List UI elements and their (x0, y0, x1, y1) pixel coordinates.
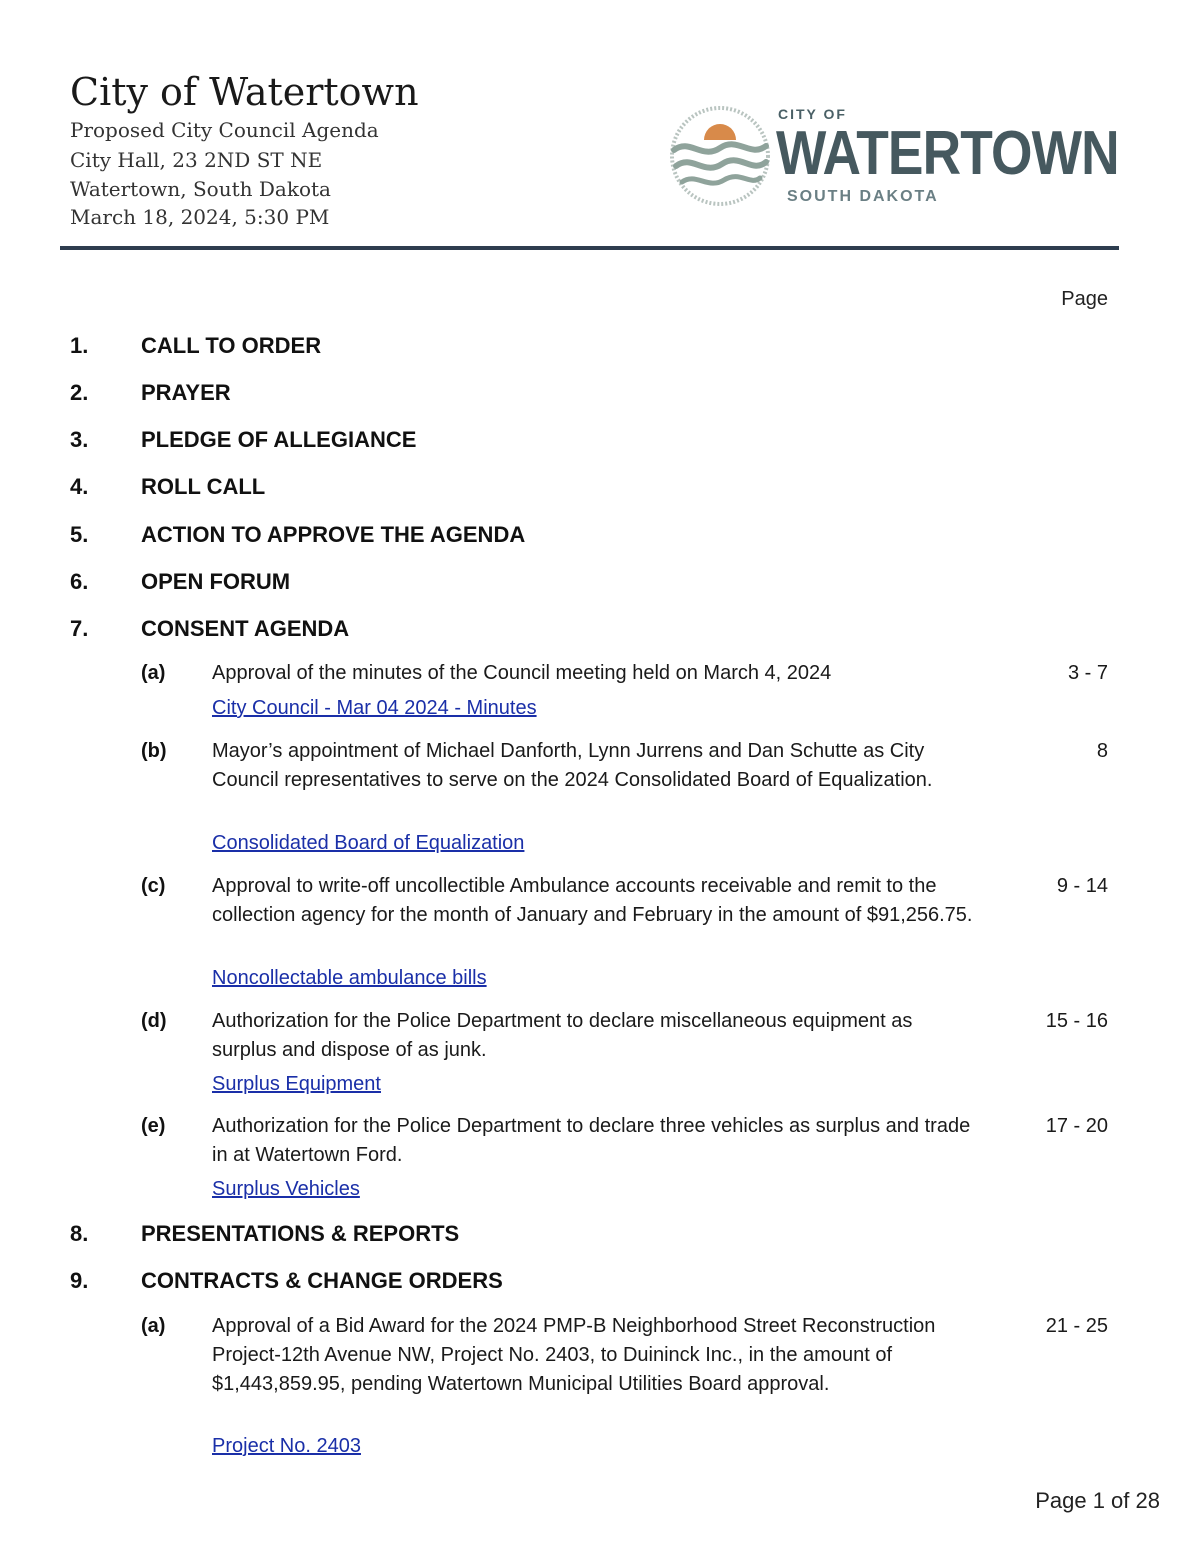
section-number: 1. (70, 333, 89, 358)
section-number: 3. (70, 427, 89, 452)
item-letter: (a) (141, 1315, 166, 1337)
attachment-link[interactable]: Surplus Equipment (212, 1073, 381, 1095)
section-title: PRAYER (141, 380, 231, 405)
page-footer: Page 1 of 28 (1035, 1488, 1160, 1513)
item-letter: (b) (141, 740, 167, 762)
attachment-link[interactable]: City Council - Mar 04 2024 - Minutes (212, 697, 537, 719)
attachment-link[interactable]: Surplus Vehicles (212, 1178, 360, 1200)
section-number: 6. (70, 569, 89, 594)
section-title: PLEDGE OF ALLEGIANCE (141, 427, 417, 452)
item-description: Approval of the minutes of the Council meeting held on March 4, 2024 (212, 662, 832, 684)
section-number: 2. (70, 380, 89, 405)
section-title: CALL TO ORDER (141, 333, 322, 358)
watertown-seal-icon (668, 104, 772, 208)
logo-city-of: CITY OF (778, 106, 847, 122)
item-page-range: 8 (1096, 740, 1108, 762)
logo-state: SOUTH DAKOTA (787, 188, 939, 205)
section-number: 4. (70, 474, 89, 499)
item-page-range: 21 - 25 (1045, 1315, 1108, 1337)
section-number: 5. (70, 522, 89, 547)
section-number: 8. (70, 1221, 89, 1246)
section-title: ACTION TO APPROVE THE AGENDA (141, 522, 526, 547)
section-title: CONSENT AGENDA (141, 616, 350, 641)
attachment-link[interactable]: Project No. 2403 (212, 1435, 361, 1457)
item-page-range: 17 - 20 (1045, 1115, 1108, 1137)
item-description: Authorization for the Police Department to declare three vehicles as surplus and trade in at Watertown Ford. (212, 1115, 971, 1166)
section-number: 7. (70, 616, 89, 641)
section-title: ROLL CALL (141, 474, 266, 499)
item-page-range: 3 - 7 (1067, 662, 1108, 684)
item-letter: (a) (141, 662, 166, 684)
item-page-range: 15 - 16 (1045, 1010, 1108, 1032)
logo-wordmark: WATERTOWN (776, 119, 1119, 188)
item-letter: (e) (141, 1115, 166, 1137)
agenda-type: Proposed City Council Agenda (70, 118, 379, 142)
venue-address: City Hall, 23 2ND ST NE (70, 148, 323, 172)
item-letter: (c) (141, 875, 166, 897)
city-title: City of Watertown (70, 70, 419, 114)
item-description: Approval of a Bid Award for the 2024 PMP-B Neighborhood Street Reconstruction Project-12th Avenue NW, Project No. 2403, to Duininck Inc., in the amount of $1,443,859.95, pending Watertown Municipal Utilities Board approval. (212, 1315, 936, 1395)
attachment-link[interactable]: Consolidated Board of Equalization (212, 832, 525, 854)
section-title: PRESENTATIONS & REPORTS (141, 1221, 460, 1246)
item-description: Approval to write-off uncollectible Ambulance accounts receivable and remit to the collection agency for the month of January and February in the amount of $91,256.75. (212, 875, 973, 926)
venue-city: Watertown, South Dakota (70, 177, 331, 201)
page-column-label: Page (1061, 288, 1108, 310)
meeting-datetime: March 18, 2024, 5:30 PM (70, 205, 330, 229)
attachment-link[interactable]: Noncollectable ambulance bills (212, 967, 487, 989)
item-letter: (d) (141, 1010, 167, 1032)
section-title: OPEN FORUM (141, 569, 291, 594)
item-page-range: 9 - 14 (1056, 875, 1108, 897)
section-title: CONTRACTS & CHANGE ORDERS (141, 1268, 503, 1293)
section-number: 9. (70, 1268, 89, 1293)
item-description: Mayor’s appointment of Michael Danforth, Lynn Jurrens and Dan Schutte as City Council representatives to serve on the 2024 Consolidated Board of Equalization. (212, 740, 933, 791)
header-divider (60, 246, 1119, 250)
item-description: Authorization for the Police Department to declare miscellaneous equipment as surplus and dispose of as junk. (212, 1010, 913, 1061)
